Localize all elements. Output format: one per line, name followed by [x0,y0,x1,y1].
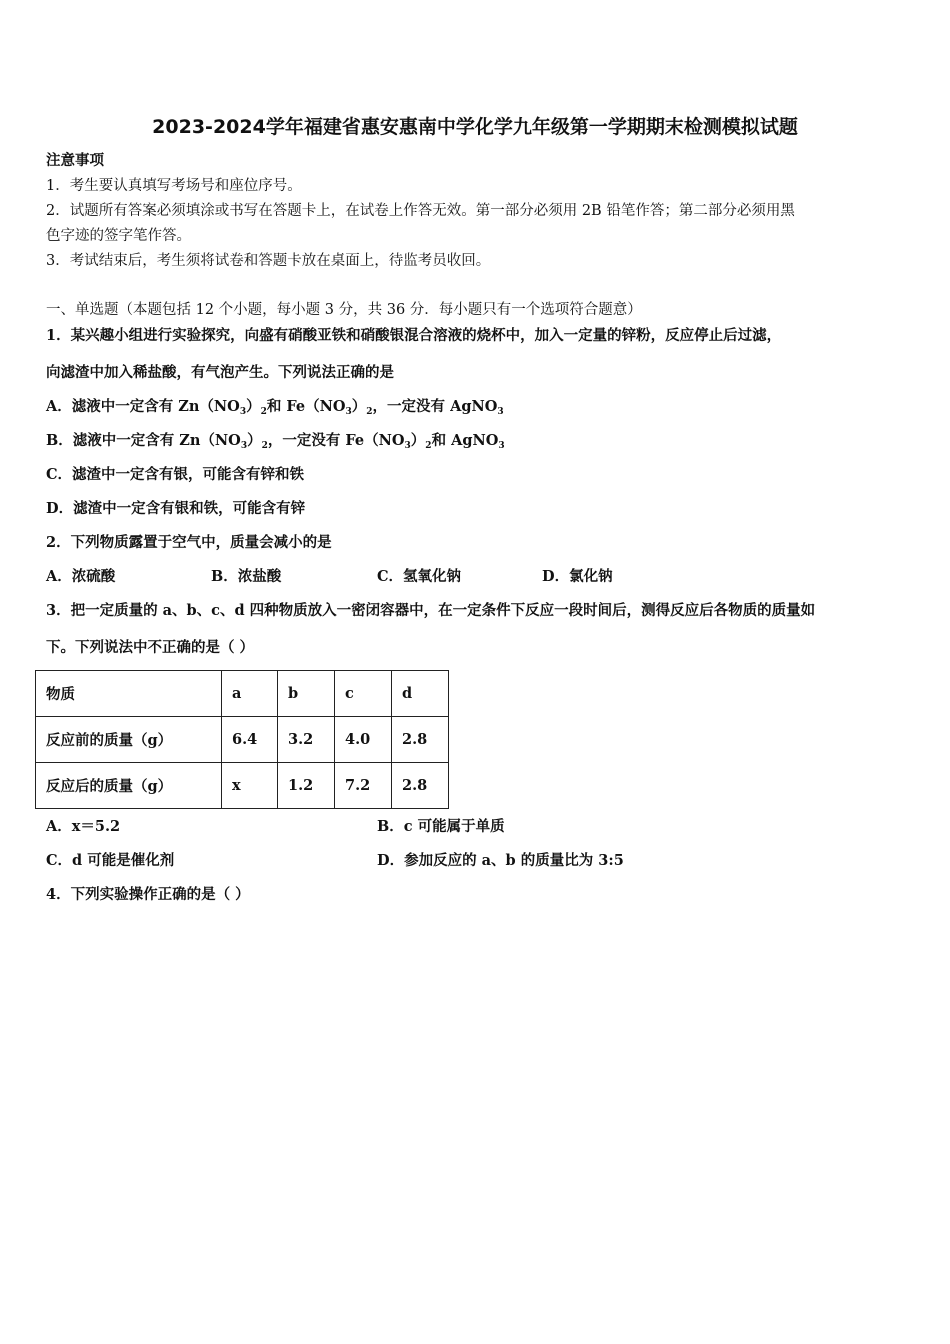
q3-stem-line1: 3．把一定质量的 a、b、c、d 四种物质放入一密闭容器中，在一定条件下反应一段时间后，测得反应后各物质的质量如 [46,602,816,619]
q3-mass-table [35,670,449,809]
q2-option-a: A．浓硫酸 [46,568,116,585]
table-cell: 反应前的质量（g） [36,717,222,763]
table-cell: 反应后的质量（g） [36,763,222,809]
table-cell: 1.2 [278,763,335,809]
table-cell: a [222,671,278,717]
table-cell: c [335,671,392,717]
q1-stem-line1: 1．某兴趣小组进行实验探究，向盛有硝酸亚铁和硝酸银混合溶液的烧杯中，加入一定量的锌粉，反应停止后过滤， [46,327,782,344]
q2-option-c: C．氢氧化钠 [377,568,462,585]
notice-item-2-cont: 色字迹的签字笔作答。 [46,228,191,244]
q3-stem-line2: 下。下列说法中不正确的是（ ） [46,639,255,656]
table-cell: d [392,671,449,717]
q1-option-b: B．滤液中一定含有 $Zn(NO_3)_2$，一定没有 $Fe(NO_3)_2$和 AgNO$_3$ [46,432,505,451]
q3-option-a: A．x＝5.2 [46,818,121,835]
notice-item-1: 1．考生要认真填写考场号和座位序号。 [46,178,302,194]
table-cell: b [278,671,335,717]
q2-option-d: D．氯化钠 [542,568,613,585]
notice-heading: 注意事项 [46,152,104,169]
notice-item-2: 2．试题所有答案必须填涂或书写在答题卡上，在试卷上作答无效。第一部分必须用 2B 铅笔作答；第二部分必须用黑 [46,203,795,219]
table-row [36,671,449,717]
table-cell: x [222,763,278,809]
table-cell: 7.2 [335,763,392,809]
exam-title: 2023-2024学年福建省惠安惠南中学化学九年级第一学期期末检测模拟试题 [152,116,798,138]
q1-stem-line2: 向滤渣中加入稀盐酸，有气泡产生。下列说法正确的是 [46,364,394,381]
q2-option-b: B．浓盐酸 [211,568,282,585]
table-cell: 物质 [36,671,222,717]
table-row [36,763,449,809]
table-cell: 6.4 [222,717,278,763]
table-cell: 2.8 [392,763,449,809]
q3-option-c: C．d 可能是催化剂 [46,852,175,869]
table-cell: 2.8 [392,717,449,763]
table-cell: 4.0 [335,717,392,763]
q1-option-c: C．滤渣中一定含有银，可能含有锌和铁 [46,466,305,483]
q3-option-d: D．参加反应的 a、b 的质量比为 3:5 [377,852,624,869]
table-row [36,717,449,763]
q2-stem: 2．下列物质露置于空气中，质量会减小的是 [46,534,332,551]
q4-stem: 4．下列实验操作正确的是（ ） [46,886,250,903]
q3-option-b: B．c 可能属于单质 [377,818,505,835]
q1-option-a: A．滤液中一定含有 $Zn(NO_3)_2$和 $Fe(NO_3)_2$，一定没有 AgNO$_3$ [46,398,504,417]
table-cell: 3.2 [278,717,335,763]
section-heading: 一、单选题（本题包括 12 个小题，每小题 3 分，共 36 分．每小题只有一个选项符合题意） [46,302,642,318]
q1-option-d: D．滤渣中一定含有银和铁，可能含有锌 [46,500,306,517]
notice-item-3: 3．考试结束后，考生须将试卷和答题卡放在桌面上，待监考员收回。 [46,253,491,269]
